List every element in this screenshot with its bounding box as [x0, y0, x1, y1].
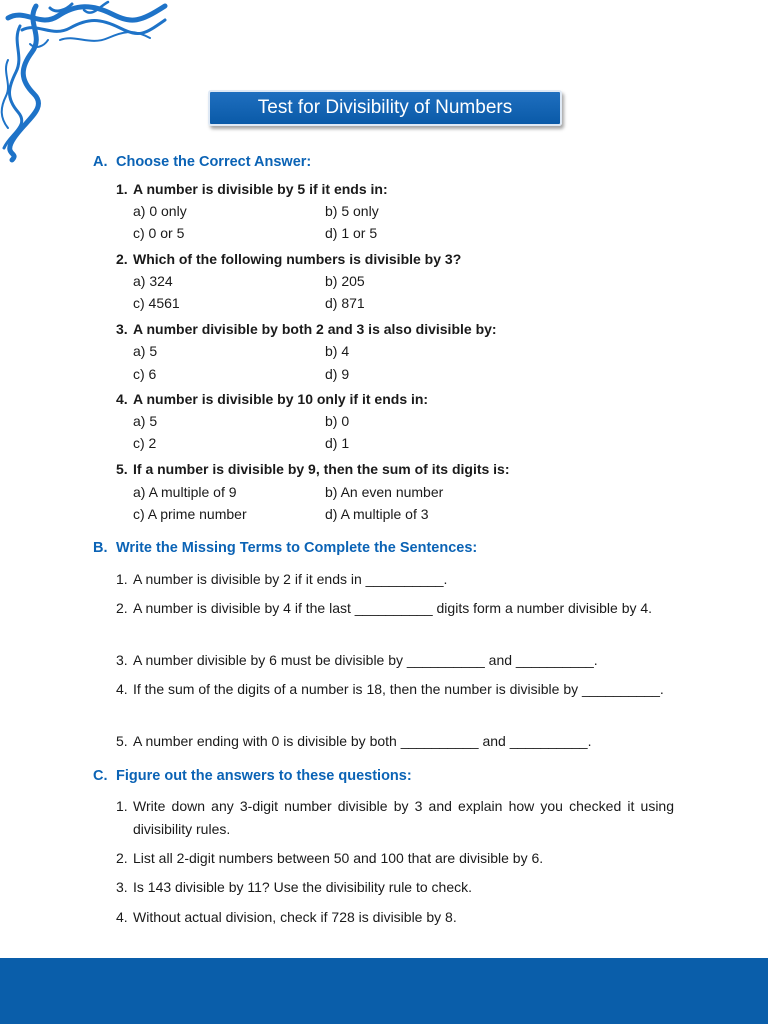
question-number: 3.	[116, 321, 128, 337]
option-b: b) 4	[325, 343, 350, 359]
section-a-heading	[93, 154, 311, 170]
item-number: 4.	[116, 681, 128, 697]
question-item-3	[116, 876, 674, 899]
option-c: c) 0 or 5	[133, 225, 185, 241]
mcq-question-4	[116, 391, 428, 407]
question-text: If a number is divisible by 9, then the sum of its digits is:	[133, 461, 510, 477]
section-title: Figure out the answers to these questions:	[116, 768, 412, 784]
option-d: d) A multiple of 3	[325, 506, 429, 522]
section-title: Write the Missing Terms to Complete the Sentences:	[116, 540, 478, 556]
section-c-heading	[93, 768, 412, 784]
section-letter: A.	[93, 154, 108, 170]
option-c: c) A prime number	[133, 506, 247, 522]
option-b: b) 205	[325, 273, 365, 289]
item-text: A number divisible by 6 must be divisible by __________ and __________.	[133, 652, 598, 668]
option-a: a) A multiple of 9	[133, 484, 237, 500]
item-text: A number is divisible by 2 if it ends in __________.	[133, 571, 448, 587]
section-letter: B.	[93, 540, 108, 556]
option-b: b) 0	[325, 413, 350, 429]
option-b: b) An even number	[325, 484, 444, 500]
fill-in-item-2	[116, 597, 674, 620]
fill-in-item-3	[116, 649, 674, 672]
item-text: A number is divisible by 4 if the last __________ digits form a number divisible by 4.	[133, 600, 653, 616]
mcq-question-1	[116, 181, 388, 197]
item-number: 3.	[116, 879, 128, 895]
question-text: A number divisible by both 2 and 3 is also divisible by:	[133, 321, 497, 337]
item-number: 4.	[116, 909, 128, 925]
item-number: 2.	[116, 850, 128, 866]
mcq-question-3	[116, 321, 497, 337]
question-item-4	[116, 906, 674, 929]
item-number: 1.	[116, 798, 128, 814]
option-c: c) 6	[133, 366, 157, 382]
item-number: 1.	[116, 571, 128, 587]
item-text: Is 143 divisible by 11? Use the divisibility rule to check.	[133, 879, 473, 895]
option-d: d) 1	[325, 435, 350, 451]
footer-band	[0, 958, 768, 1024]
item-text: If the sum of the digits of a number is 18, then the number is divisible by __________.	[133, 681, 664, 697]
question-text: Which of the following numbers is divisible by 3?	[133, 251, 462, 267]
page-title: Test for Divisibility of Numbers	[208, 90, 562, 126]
item-text: A number ending with 0 is divisible by both __________ and __________.	[133, 733, 592, 749]
question-number: 5.	[116, 461, 128, 477]
item-text: Without actual division, check if 728 is divisible by 8.	[133, 909, 457, 925]
question-text: A number is divisible by 10 only if it ends in:	[133, 391, 429, 407]
fill-in-item-4	[116, 678, 674, 701]
option-d: d) 1 or 5	[325, 225, 378, 241]
item-text: Write down any 3-digit number divisible by 3 and explain how you checked it using divisibility rules.	[133, 798, 674, 837]
section-title: Choose the Correct Answer:	[116, 154, 312, 170]
item-text: List all 2-digit numbers between 50 and 100 that are divisible by 6.	[133, 850, 544, 866]
option-d: d) 871	[325, 295, 365, 311]
option-a: a) 324	[133, 273, 173, 289]
option-c: c) 4561	[133, 295, 180, 311]
fill-in-item-5	[116, 730, 674, 753]
question-item-1	[116, 795, 674, 841]
option-a: a) 5	[133, 343, 158, 359]
item-number: 5.	[116, 733, 128, 749]
section-letter: C.	[93, 768, 108, 784]
mcq-question-5	[116, 461, 510, 477]
section-b-heading	[93, 540, 477, 556]
question-number: 2.	[116, 251, 128, 267]
mcq-question-2	[116, 251, 461, 267]
question-text: A number is divisible by 5 if it ends in:	[133, 181, 388, 197]
option-a: a) 0 only	[133, 203, 187, 219]
question-number: 1.	[116, 181, 128, 197]
option-d: d) 9	[325, 366, 350, 382]
question-number: 4.	[116, 391, 128, 407]
item-number: 2.	[116, 600, 128, 616]
question-item-2	[116, 847, 674, 870]
option-b: b) 5 only	[325, 203, 379, 219]
wavy-swirl-corner-icon	[0, 0, 175, 165]
fill-in-item-1	[116, 568, 674, 591]
option-c: c) 2	[133, 435, 157, 451]
item-number: 3.	[116, 652, 128, 668]
option-a: a) 5	[133, 413, 158, 429]
